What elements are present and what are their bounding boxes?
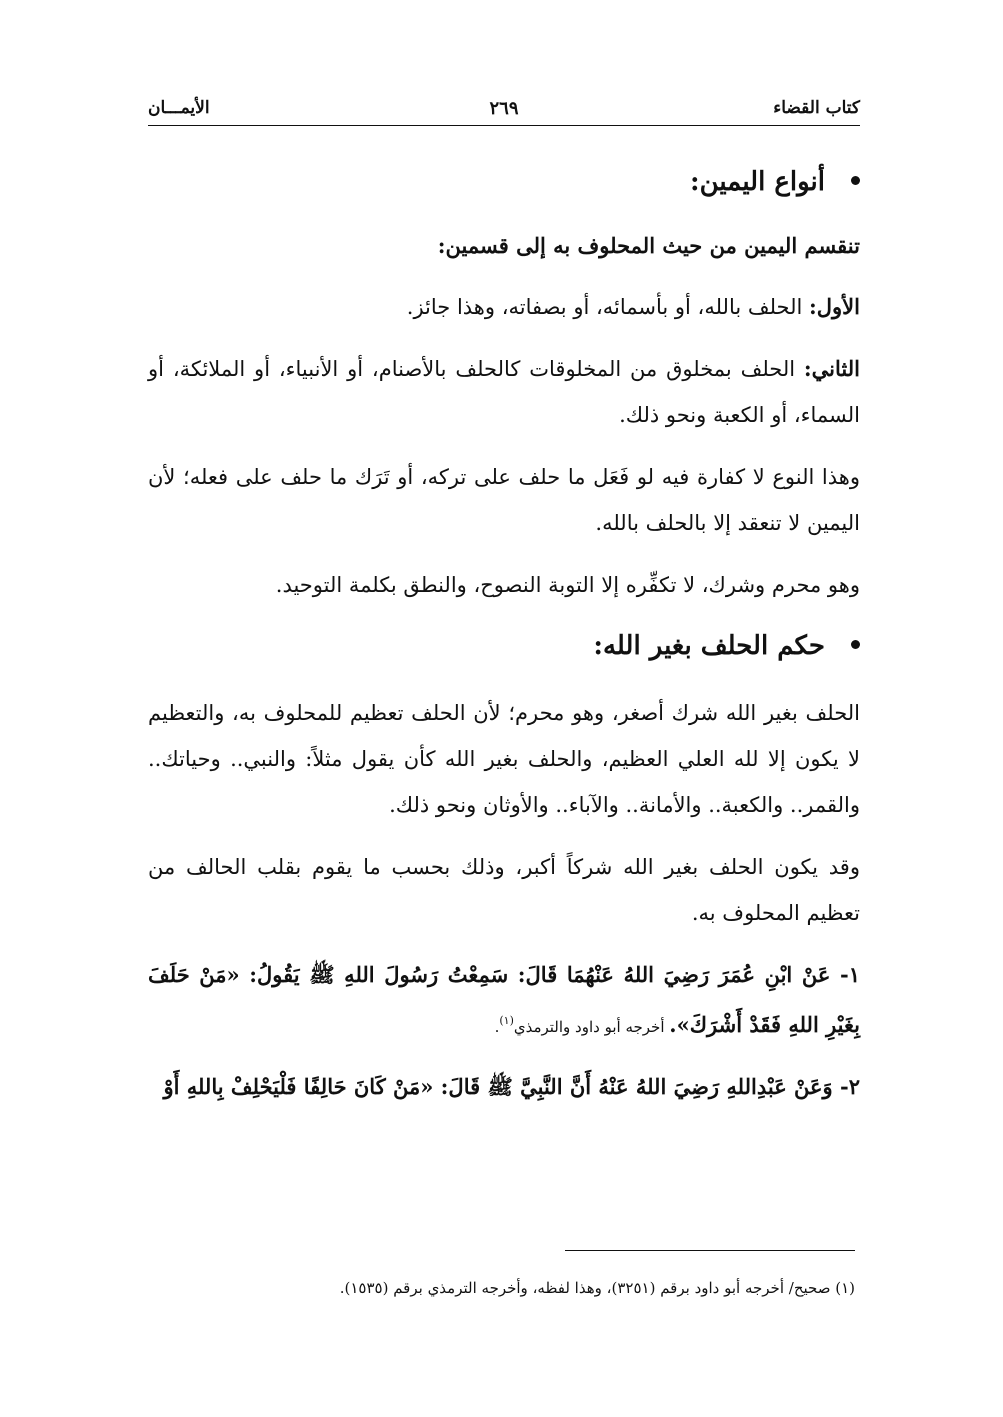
running-head: [148, 98, 860, 128]
page-body: [148, 160, 860, 1124]
hadith-1-end: .: [494, 1018, 500, 1036]
second-type-text: الحلف بمخلوق من المخلوقات كالحلف بالأصنام، أو الأنبياء، أو الملائكة، أو السماء، أو الكعبة ونحو ذلك.: [148, 357, 860, 427]
ruling-paragraph-1: الحلف بغير الله شرك أصغر، وهو محرم؛ لأن الحلف تعظيم للمحلوف به، والتعظيم لا يكون إلا لله العلي العظيم، والحلف بغير الله كأن يقول مثلاً: والنبي.. وحياتك.. والقمر.. والكعبة.. والأمانة.. والآباء.. والأوثان ونحو ذلك.: [148, 701, 860, 817]
first-type-label: الأول:: [809, 294, 860, 319]
chapter-title: الأيمـــان: [148, 98, 210, 118]
hadith-2: ٢- وَعَنْ عَبْدِاللهِ رَضِيَ اللهُ عَنْهُ أَنَّ النَّبِيَّ ﷺ قَالَ: «مَنْ كَانَ حَالِفًا فَلْيَحْلِفْ بِاللهِ أَوْ: [163, 1074, 860, 1099]
page-number: ٢٦٩: [489, 98, 519, 119]
header-rule: [148, 125, 860, 126]
types-intro: تنقسم اليمين من حيث المحلوف به إلى قسمين:: [437, 233, 860, 258]
second-type-paragraph: [148, 346, 860, 438]
ruling-paragraph-2: وقد يكون الحلف بغير الله شركاً أكبر، وذلك بحسب ما يقوم بقلب الحالف من تعظيم المحلوف به.: [148, 855, 860, 925]
book-title: كتاب القضاء: [773, 98, 860, 118]
ruling-heading-text: حكم الحلف بغير الله:: [593, 631, 825, 661]
shirk-paragraph: وهو محرم وشرك، لا تكفِّره إلا التوبة النصوح، والنطق بكلمة التوحيد.: [275, 573, 860, 597]
no-expiation-paragraph: وهذا النوع لا كفارة فيه لو فَعَل ما حلف على تركه، أو تَرَك ما حلف على فعله؛ لأن اليمين لا تنعقد إلا بالحلف بالله.: [148, 465, 860, 535]
hadith-1-text: ١- عَنْ ابْنِ عُمَرَ رَضِيَ اللهُ عَنْهُمَا قَالَ: سَمِعْتُ رَسُولَ اللهِ ﷺ يَقُولُ: «مَنْ حَلَفَ بِغَيْرِ اللهِ فَقَدْ أَشْرَكَ».: [148, 962, 860, 1037]
first-type-paragraph: [148, 284, 860, 330]
types-heading: [148, 160, 860, 204]
ruling-heading: [148, 624, 860, 668]
bullet-icon: [851, 640, 860, 649]
footnote-marker[interactable]: (١): [499, 1014, 514, 1027]
hadith-1: [148, 952, 860, 1050]
footnote-rule: [565, 1250, 855, 1251]
second-type-label: الثاني:: [803, 356, 860, 381]
bullet-icon: [851, 176, 860, 185]
footnote: (١) صحيح/ أخرجه أبو داود برقم (٣٢٥١)، وهذا لفظه، وأخرجه الترمذي برقم (١٥٣٥).: [339, 1279, 855, 1297]
types-heading-text: أنواع اليمين:: [690, 167, 825, 197]
first-type-text: الحلف بالله، أو بأسمائه، أو بصفاته، وهذا جائز.: [406, 295, 810, 319]
hadith-1-reference: أخرجه أبو داود والترمذي: [513, 1018, 670, 1036]
